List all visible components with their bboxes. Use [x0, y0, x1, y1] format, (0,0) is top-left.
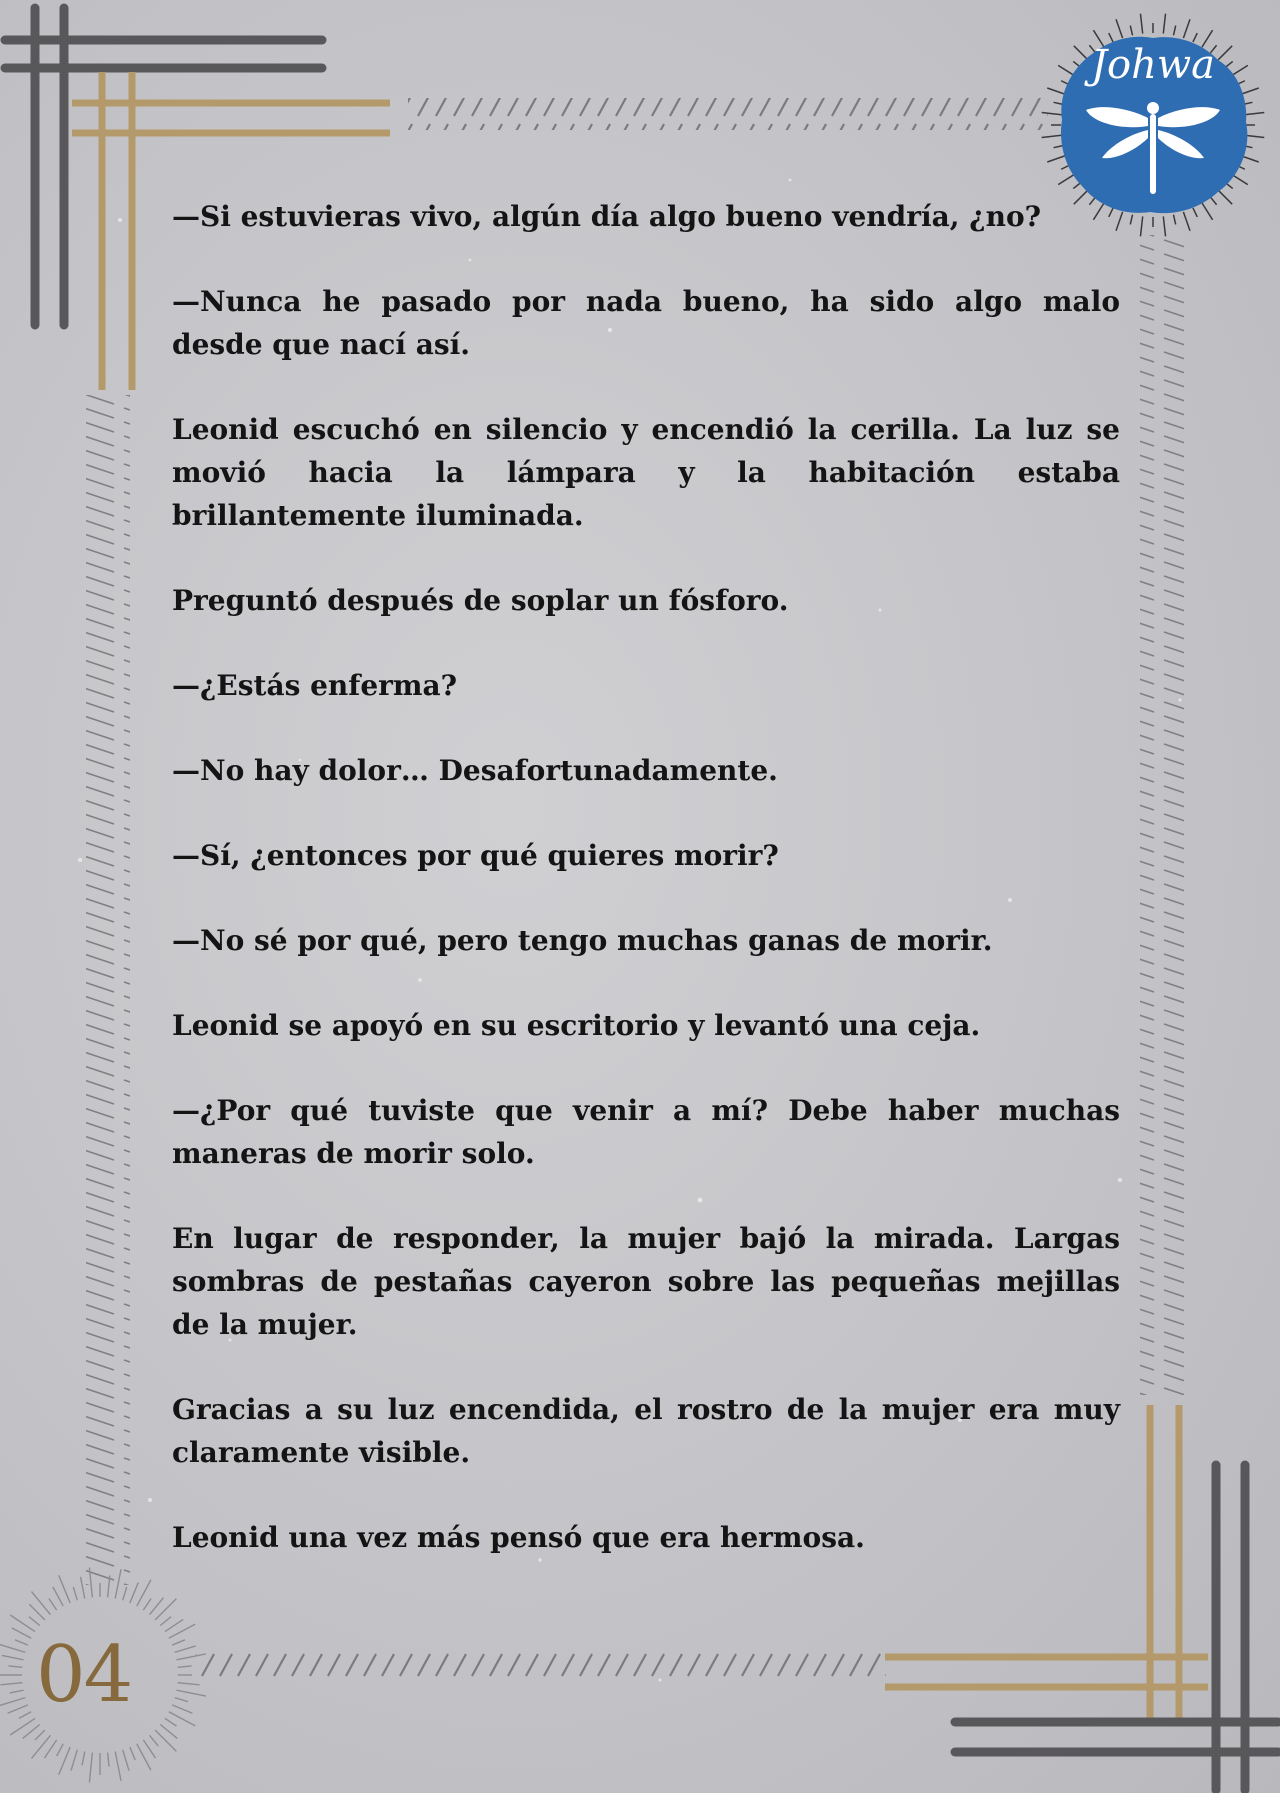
left-hatch-strip	[86, 395, 130, 1585]
paragraph: —¿Estás enferma?	[172, 669, 458, 702]
top-hatch-strip	[408, 98, 1048, 130]
paragraph: Leonid una vez más pensó que era hermosa.	[172, 1521, 865, 1554]
paragraph: Leonid escuchó en silencio y encendió la cerilla. La luz se movió hacia la lámpara y la habitación estaba brillantemente iluminada.	[172, 413, 1120, 532]
chapter-text	[172, 195, 1120, 1559]
bottom-hatch-strip	[196, 1648, 886, 1680]
paragraph: —¿Por qué tuviste que venir a mí? Debe haber muchas maneras de morir solo.	[172, 1094, 1120, 1170]
paragraph: Leonid se apoyó en su escritorio y levantó una ceja.	[172, 1009, 981, 1042]
page-number: 04	[36, 1630, 132, 1720]
paragraph: Gracias a su luz encendida, el rostro de la mujer era muy claramente visible.	[172, 1393, 1120, 1469]
paragraph: —Sí, ¿entonces por qué quieres morir?	[172, 839, 779, 872]
paragraph: —No hay dolor… Desafortunadamente.	[172, 754, 778, 787]
right-hatch-strip	[1140, 235, 1184, 1395]
paragraph: Preguntó después de soplar un fósforo.	[172, 584, 789, 617]
paragraph: —No sé por qué, pero tengo muchas ganas de morir.	[172, 924, 993, 957]
paragraph: —Si estuvieras vivo, algún día algo bueno vendría, ¿no?	[172, 200, 1042, 233]
logo-wordmark: Johwa	[1091, 42, 1215, 88]
paragraph: En lugar de responder, la mujer bajó la mirada. Largas sombras de pestañas cayeron sobre las pequeñas mejillas de la mujer.	[172, 1222, 1120, 1341]
paragraph: —Nunca he pasado por nada bueno, ha sido algo malo desde que nací así.	[172, 285, 1120, 361]
